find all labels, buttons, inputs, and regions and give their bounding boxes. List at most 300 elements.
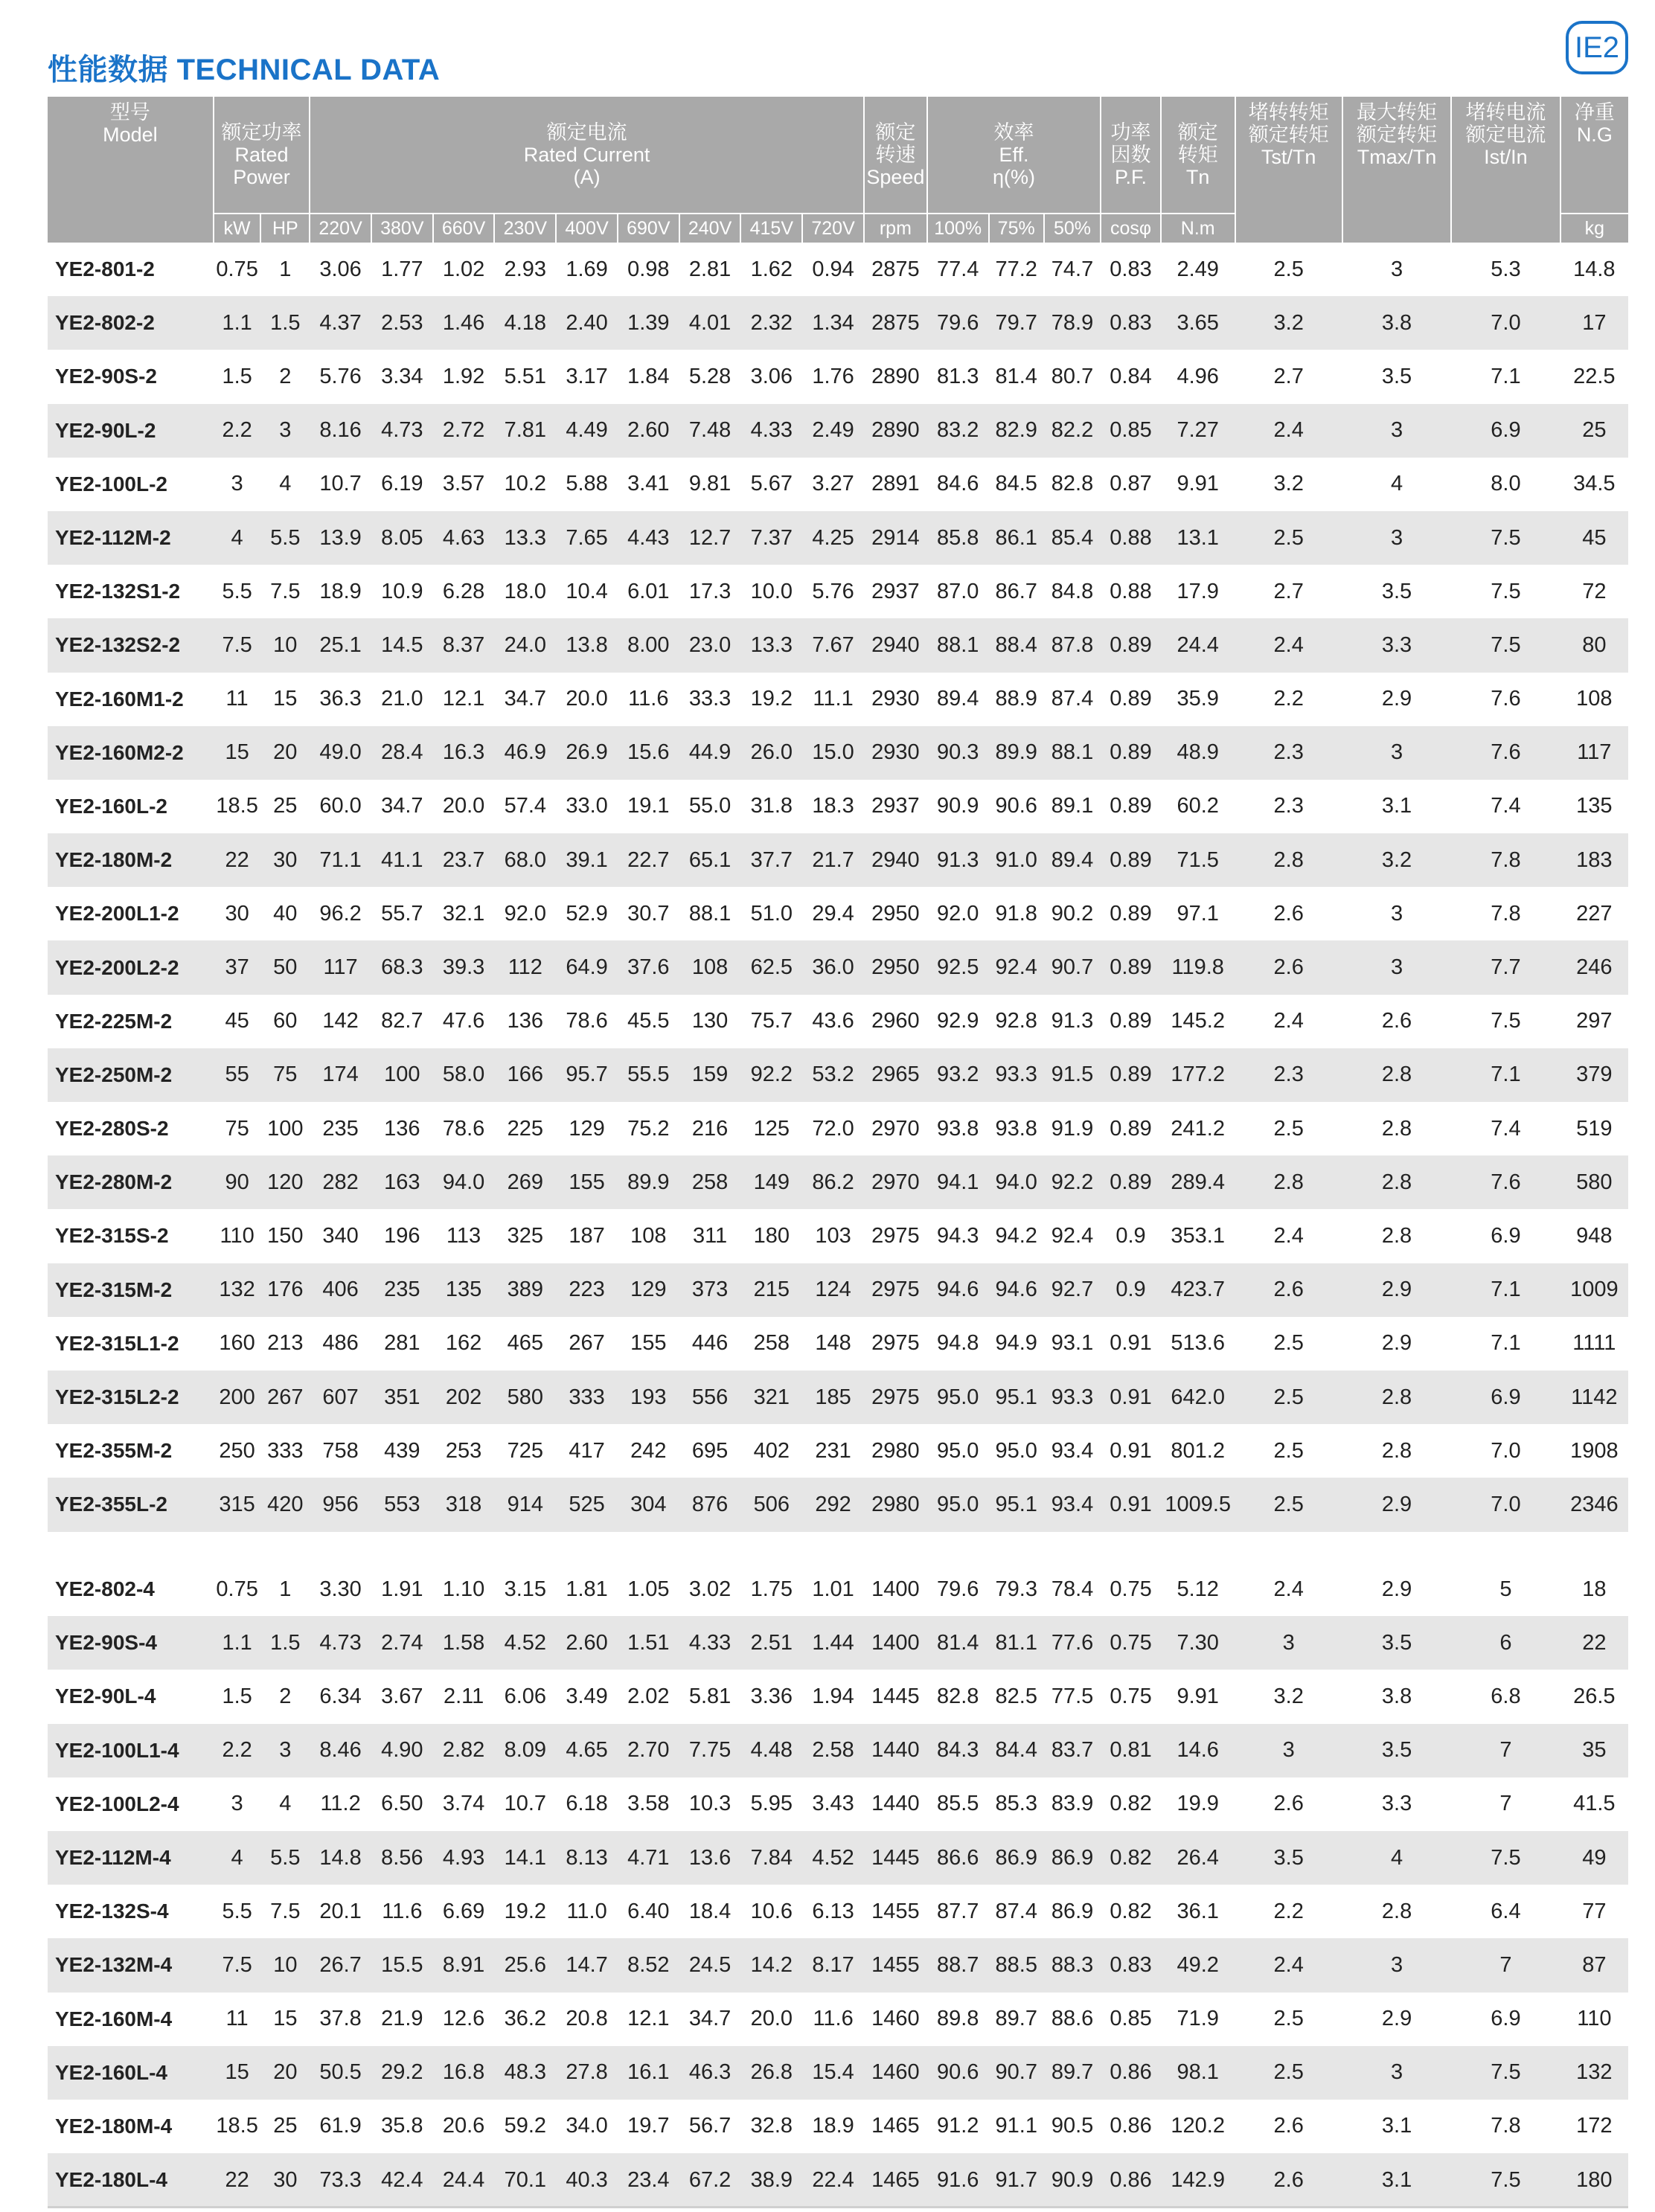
unit-cell: 230V — [494, 214, 556, 243]
value-cell: 6.9 — [1451, 1371, 1560, 1424]
value-cell: 5.76 — [802, 565, 864, 618]
table-row — [48, 296, 1628, 350]
value-cell: 4.49 — [556, 404, 618, 458]
value-cell: 93.8 — [989, 1102, 1044, 1155]
value-cell: 7.48 — [679, 404, 741, 458]
value-cell: 14.2 — [740, 1938, 802, 1992]
value-cell: 2940 — [864, 618, 927, 672]
value-cell: 580 — [494, 1371, 556, 1424]
value-cell: 7.1 — [1451, 350, 1560, 403]
value-cell: 0.83 — [1101, 243, 1161, 296]
table-row — [48, 1777, 1628, 1831]
value-cell: 3.17 — [556, 350, 618, 403]
value-cell: 2.6 — [1235, 1777, 1342, 1831]
value-cell: 13.3 — [494, 511, 556, 565]
model-cell: YE2-200L2-2 — [48, 940, 214, 994]
value-cell: 0.98 — [618, 243, 679, 296]
model-cell: YE2-315M-2 — [48, 1263, 214, 1317]
table-row — [48, 1424, 1628, 1478]
table-row — [48, 1885, 1628, 1938]
value-cell: 176 — [260, 1263, 310, 1317]
value-cell: 2.4 — [1235, 404, 1342, 458]
value-cell: 6 — [1451, 1616, 1560, 1670]
value-cell: 465 — [494, 1317, 556, 1371]
value-cell: 11.6 — [618, 673, 679, 726]
value-cell: 89.7 — [989, 1993, 1044, 2046]
table-row — [48, 1209, 1628, 1263]
value-cell: 100 — [371, 1048, 433, 1102]
model-cell: YE2-801-2 — [48, 243, 214, 296]
value-cell: 2975 — [864, 1263, 927, 1317]
value-cell: 119.8 — [1161, 940, 1235, 994]
value-cell: 14.8 — [1560, 243, 1628, 296]
value-cell: 67.2 — [679, 2153, 741, 2207]
value-cell: 166 — [494, 1048, 556, 1102]
value-cell: 93.3 — [1044, 1371, 1101, 1424]
value-cell: 5.51 — [494, 350, 556, 403]
value-cell: 11.1 — [802, 673, 864, 726]
table-row — [48, 565, 1628, 618]
value-cell: 25 — [260, 2100, 310, 2153]
value-cell: 19.2 — [740, 673, 802, 726]
value-cell: 5.3 — [1451, 243, 1560, 296]
value-cell: 129 — [618, 1263, 679, 1317]
value-cell: 10.3 — [679, 1777, 741, 1831]
value-cell: 2.5 — [1235, 243, 1342, 296]
value-cell: 2.2 — [1235, 673, 1342, 726]
value-cell: 11.6 — [371, 1885, 433, 1938]
value-cell: 2.3 — [1235, 1048, 1342, 1102]
value-cell: 1.5 — [260, 296, 310, 350]
value-cell: 321 — [740, 1371, 802, 1424]
value-cell: 353.1 — [1161, 1209, 1235, 1263]
value-cell: 18.3 — [802, 780, 864, 833]
value-cell: 94.6 — [989, 1263, 1044, 1317]
value-cell: 42.4 — [371, 2153, 433, 2207]
value-cell: 90.9 — [927, 780, 989, 833]
value-cell: 32.1 — [433, 887, 495, 940]
value-cell: 45 — [214, 995, 261, 1048]
value-cell: 60.0 — [310, 780, 371, 833]
value-cell: 94.3 — [927, 1209, 989, 1263]
value-cell: 90.6 — [989, 780, 1044, 833]
value-cell: 506 — [740, 1478, 802, 1531]
unit-cell: HP — [260, 214, 310, 243]
value-cell: 92.0 — [494, 887, 556, 940]
value-cell: 68.3 — [371, 940, 433, 994]
value-cell: 553 — [371, 1478, 433, 1531]
value-cell: 37 — [214, 940, 261, 994]
value-cell: 15.5 — [371, 1938, 433, 1992]
value-cell: 2.2 — [214, 1724, 261, 1777]
value-cell: 0.89 — [1101, 780, 1161, 833]
value-cell: 2891 — [864, 458, 927, 511]
value-cell: 3.2 — [1235, 458, 1342, 511]
table-row — [48, 350, 1628, 403]
unit-cell: 690V — [618, 214, 679, 243]
value-cell: 7.37 — [740, 511, 802, 565]
value-cell: 1.05 — [618, 1562, 679, 1616]
table-row — [48, 673, 1628, 726]
value-cell: 3 — [1342, 243, 1451, 296]
value-cell: 2980 — [864, 1478, 927, 1531]
unit-cell: cosφ — [1101, 214, 1161, 243]
value-cell: 49.2 — [1161, 1938, 1235, 1992]
value-cell: 160 — [214, 1317, 261, 1371]
value-cell: 11 — [214, 1993, 261, 2046]
value-cell: 13.3 — [740, 618, 802, 672]
value-cell: 2.6 — [1235, 2100, 1342, 2153]
value-cell: 26.4 — [1161, 1831, 1235, 1885]
value-cell: 86.2 — [802, 1155, 864, 1209]
value-cell: 85.5 — [927, 1777, 989, 1831]
table-row — [48, 1263, 1628, 1317]
value-cell: 55.5 — [618, 1048, 679, 1102]
value-cell: 5 — [1451, 1562, 1560, 1616]
value-cell: 91.9 — [1044, 1102, 1101, 1155]
value-cell: 3.5 — [1342, 1616, 1451, 1670]
value-cell: 17.3 — [679, 565, 741, 618]
value-cell: 183 — [1560, 833, 1628, 887]
value-cell: 0.89 — [1101, 940, 1161, 994]
model-cell: YE2-200L1-2 — [48, 887, 214, 940]
value-cell: 89.9 — [989, 726, 1044, 780]
value-cell: 7.1 — [1451, 1263, 1560, 1317]
value-cell: 81.4 — [927, 1616, 989, 1670]
header-rated-power: 额定功率 Rated Power — [214, 97, 310, 214]
unit-cell: 660V — [433, 214, 495, 243]
value-cell: 142 — [310, 995, 371, 1048]
value-cell: 0.82 — [1101, 1777, 1161, 1831]
model-cell: YE2-355L-2 — [48, 1478, 214, 1531]
value-cell: 2.5 — [1235, 1424, 1342, 1478]
value-cell: 73.3 — [310, 2153, 371, 2207]
value-cell: 103 — [802, 1209, 864, 1263]
value-cell: 1.34 — [802, 296, 864, 350]
value-cell: 75.2 — [618, 1102, 679, 1155]
value-cell: 35.8 — [371, 2100, 433, 2153]
value-cell: 79.7 — [989, 296, 1044, 350]
value-cell: 86.9 — [989, 1831, 1044, 1885]
value-cell: 1908 — [1560, 1424, 1628, 1478]
model-cell: YE2-315S-2 — [48, 1209, 214, 1263]
value-cell: 32.8 — [740, 2100, 802, 2153]
value-cell: 2.5 — [1235, 1478, 1342, 1531]
value-cell: 155 — [556, 1155, 618, 1209]
value-cell: 30.7 — [618, 887, 679, 940]
model-cell: YE2-90S-4 — [48, 1616, 214, 1670]
value-cell: 110 — [214, 1209, 261, 1263]
value-cell: 4.43 — [618, 511, 679, 565]
value-cell: 6.4 — [1451, 1885, 1560, 1938]
value-cell: 333 — [260, 1424, 310, 1478]
value-cell: 27.8 — [556, 2046, 618, 2100]
value-cell: 513.6 — [1161, 1317, 1235, 1371]
value-cell: 40.3 — [556, 2153, 618, 2207]
value-cell: 30 — [214, 887, 261, 940]
value-cell: 9.81 — [679, 458, 741, 511]
value-cell: 2.8 — [1342, 1424, 1451, 1478]
value-cell: 29.2 — [371, 2046, 433, 2100]
value-cell: 89.8 — [927, 1993, 989, 2046]
value-cell: 23.7 — [433, 833, 495, 887]
value-cell: 3.3 — [1342, 1777, 1451, 1831]
value-cell: 2.5 — [1235, 511, 1342, 565]
value-cell: 10.2 — [494, 458, 556, 511]
value-cell: 7.84 — [740, 1831, 802, 1885]
value-cell: 71.5 — [1161, 833, 1235, 887]
value-cell: 91.7 — [989, 2153, 1044, 2207]
value-cell: 22 — [1560, 1616, 1628, 1670]
value-cell: 1.58 — [433, 1616, 495, 1670]
table-row — [48, 1155, 1628, 1209]
value-cell: 8.52 — [618, 1938, 679, 1992]
value-cell: 49.0 — [310, 726, 371, 780]
value-cell: 1465 — [864, 2153, 927, 2207]
value-cell: 7.5 — [260, 565, 310, 618]
page-title: 性能数据 TECHNICAL DATA — [48, 54, 441, 86]
value-cell: 44.9 — [679, 726, 741, 780]
value-cell: 2.49 — [1161, 243, 1235, 296]
model-cell: YE2-280M-2 — [48, 1155, 214, 1209]
model-cell: YE2-180M-4 — [48, 2100, 214, 2153]
value-cell: 22.5 — [1560, 350, 1628, 403]
value-cell: 79.3 — [989, 1562, 1044, 1616]
value-cell: 82.2 — [1044, 404, 1101, 458]
value-cell: 33.0 — [556, 780, 618, 833]
value-cell: 2 — [260, 1670, 310, 1723]
value-cell: 1.39 — [618, 296, 679, 350]
table-row — [48, 243, 1628, 296]
value-cell: 4 — [214, 1831, 261, 1885]
value-cell: 80.7 — [1044, 350, 1101, 403]
value-cell: 14.8 — [310, 1831, 371, 1885]
value-cell: 81.3 — [927, 350, 989, 403]
value-cell: 26.5 — [1560, 1670, 1628, 1723]
value-cell: 4.52 — [802, 1831, 864, 1885]
value-cell: 162 — [433, 1317, 495, 1371]
value-cell: 253 — [433, 1424, 495, 1478]
value-cell: 351 — [371, 1371, 433, 1424]
value-cell: 26.7 — [310, 1938, 371, 1992]
table-row — [48, 1993, 1628, 2046]
value-cell: 2 — [260, 350, 310, 403]
value-cell: 23.0 — [679, 618, 741, 672]
value-cell: 6.19 — [371, 458, 433, 511]
value-cell: 3.06 — [740, 350, 802, 403]
value-cell: 37.8 — [310, 1993, 371, 2046]
value-cell: 758 — [310, 1424, 371, 1478]
value-cell: 31.8 — [740, 780, 802, 833]
value-cell: 36.2 — [494, 1993, 556, 2046]
value-cell: 0.91 — [1101, 1478, 1161, 1531]
value-cell: 10 — [260, 618, 310, 672]
value-cell: 135 — [1560, 780, 1628, 833]
value-cell: 8.16 — [310, 404, 371, 458]
value-cell: 7.5 — [1451, 2046, 1560, 2100]
value-cell: 78.9 — [1044, 296, 1101, 350]
value-cell: 91.8 — [989, 887, 1044, 940]
value-cell: 4 — [260, 458, 310, 511]
value-cell: 20.1 — [310, 1885, 371, 1938]
model-cell: YE2-132S-4 — [48, 1885, 214, 1938]
value-cell: 5.5 — [260, 1831, 310, 1885]
value-cell: 3 — [260, 1724, 310, 1777]
value-cell: 2.4 — [1235, 1209, 1342, 1263]
value-cell: 110 — [1560, 1993, 1628, 2046]
value-cell: 304 — [618, 1478, 679, 1531]
value-cell: 1.44 — [802, 1616, 864, 1670]
value-cell: 4.63 — [433, 511, 495, 565]
value-cell: 2.5 — [1235, 1371, 1342, 1424]
value-cell: 5.12 — [1161, 1562, 1235, 1616]
value-cell: 1 — [260, 1562, 310, 1616]
value-cell: 2.5 — [1235, 1317, 1342, 1371]
table-row — [48, 511, 1628, 565]
header-ist-in: 堵转电流 额定电流 Ist/In — [1451, 97, 1560, 243]
table-row — [48, 780, 1628, 833]
value-cell: 80 — [1560, 618, 1628, 672]
value-cell: 12.6 — [433, 1993, 495, 2046]
value-cell: 95.1 — [989, 1478, 1044, 1531]
value-cell: 136 — [371, 1102, 433, 1155]
value-cell: 7.5 — [214, 1938, 261, 1992]
value-cell: 2.9 — [1342, 1993, 1451, 2046]
value-cell: 1.5 — [214, 1670, 261, 1723]
value-cell: 85.8 — [927, 511, 989, 565]
value-cell: 25 — [1560, 404, 1628, 458]
value-cell: 0.75 — [1101, 1562, 1161, 1616]
value-cell: 1455 — [864, 1885, 927, 1938]
value-cell: 94.0 — [989, 1155, 1044, 1209]
value-cell: 145.2 — [1161, 995, 1235, 1048]
value-cell: 36.3 — [310, 673, 371, 726]
value-cell: 3.2 — [1342, 833, 1451, 887]
value-cell: 289.4 — [1161, 1155, 1235, 1209]
value-cell: 3.36 — [740, 1670, 802, 1723]
value-cell: 2.6 — [1342, 995, 1451, 1048]
value-cell: 948 — [1560, 1209, 1628, 1263]
value-cell: 2.53 — [371, 296, 433, 350]
value-cell: 0.91 — [1101, 1371, 1161, 1424]
value-cell: 7.5 — [1451, 511, 1560, 565]
value-cell: 446 — [679, 1317, 741, 1371]
value-cell: 89.1 — [1044, 780, 1101, 833]
model-cell: YE2-100L1-4 — [48, 1724, 214, 1777]
value-cell: 1445 — [864, 1831, 927, 1885]
value-cell: 177.2 — [1161, 1048, 1235, 1102]
value-cell: 0.82 — [1101, 1885, 1161, 1938]
value-cell: 14.7 — [556, 1938, 618, 1992]
value-cell: 1400 — [864, 1616, 927, 1670]
value-cell: 21.0 — [371, 673, 433, 726]
value-cell: 223 — [556, 1263, 618, 1317]
value-cell: 3 — [1342, 887, 1451, 940]
value-cell: 89.7 — [1044, 2046, 1101, 2100]
value-cell: 267 — [556, 1317, 618, 1371]
unit-cell: 720V — [802, 214, 864, 243]
value-cell: 2.4 — [1235, 1562, 1342, 1616]
value-cell: 7.81 — [494, 404, 556, 458]
value-cell: 4 — [1342, 458, 1451, 511]
value-cell: 216 — [679, 1102, 741, 1155]
value-cell: 3.27 — [802, 458, 864, 511]
value-cell: 95.0 — [927, 1424, 989, 1478]
value-cell: 71.9 — [1161, 1993, 1235, 2046]
value-cell: 36.1 — [1161, 1885, 1235, 1938]
value-cell: 62.5 — [740, 940, 802, 994]
value-cell: 213 — [260, 1317, 310, 1371]
header-efficiency: 效率 Eff. η(%) — [927, 97, 1101, 214]
value-cell: 5.81 — [679, 1670, 741, 1723]
value-cell: 1460 — [864, 2046, 927, 2100]
value-cell: 2940 — [864, 833, 927, 887]
value-cell: 7.30 — [1161, 1616, 1235, 1670]
value-cell: 10.7 — [310, 458, 371, 511]
value-cell: 318 — [433, 1478, 495, 1531]
value-cell: 108 — [1560, 673, 1628, 726]
value-cell: 7.1 — [1451, 1317, 1560, 1371]
value-cell: 2.4 — [1235, 1938, 1342, 1992]
value-cell: 120 — [260, 1155, 310, 1209]
value-cell: 2.93 — [494, 243, 556, 296]
value-cell: 2890 — [864, 404, 927, 458]
value-cell: 10 — [260, 1938, 310, 1992]
value-cell: 36.0 — [802, 940, 864, 994]
value-cell: 231 — [802, 1424, 864, 1478]
value-cell: 98.1 — [1161, 2046, 1235, 2100]
value-cell: 41.1 — [371, 833, 433, 887]
value-cell: 1440 — [864, 1724, 927, 1777]
value-cell: 2.9 — [1342, 1263, 1451, 1317]
value-cell: 292 — [802, 1478, 864, 1531]
value-cell: 9.91 — [1161, 1670, 1235, 1723]
table-row — [48, 2153, 1628, 2207]
value-cell: 2.02 — [618, 1670, 679, 1723]
value-cell: 45.5 — [618, 995, 679, 1048]
value-cell: 20.8 — [556, 1993, 618, 2046]
value-cell: 4.65 — [556, 1724, 618, 1777]
value-cell: 7.5 — [1451, 618, 1560, 672]
value-cell: 108 — [618, 1209, 679, 1263]
unit-cell: N.m — [1161, 214, 1235, 243]
value-cell: 2930 — [864, 673, 927, 726]
value-cell: 159 — [679, 1048, 741, 1102]
value-cell: 2.6 — [1235, 887, 1342, 940]
unit-cell: 240V — [679, 214, 741, 243]
value-cell: 88.1 — [927, 618, 989, 672]
value-cell: 34.5 — [1560, 458, 1628, 511]
value-cell: 84.6 — [927, 458, 989, 511]
value-cell: 77.2 — [989, 243, 1044, 296]
value-cell: 7.5 — [260, 1885, 310, 1938]
value-cell: 65.1 — [679, 833, 741, 887]
model-cell: YE2-132S2-2 — [48, 618, 214, 672]
value-cell: 93.4 — [1044, 1424, 1101, 1478]
value-cell: 125 — [740, 1102, 802, 1155]
value-cell: 92.7 — [1044, 1263, 1101, 1317]
value-cell: 85.4 — [1044, 511, 1101, 565]
value-cell: 0.88 — [1101, 565, 1161, 618]
table-row — [48, 1670, 1628, 1723]
value-cell: 2.8 — [1235, 833, 1342, 887]
value-cell: 1.69 — [556, 243, 618, 296]
value-cell: 1.62 — [740, 243, 802, 296]
value-cell: 0.86 — [1101, 2153, 1161, 2207]
value-cell: 20.0 — [556, 673, 618, 726]
value-cell: 5.5 — [260, 511, 310, 565]
value-cell: 87.7 — [927, 1885, 989, 1938]
